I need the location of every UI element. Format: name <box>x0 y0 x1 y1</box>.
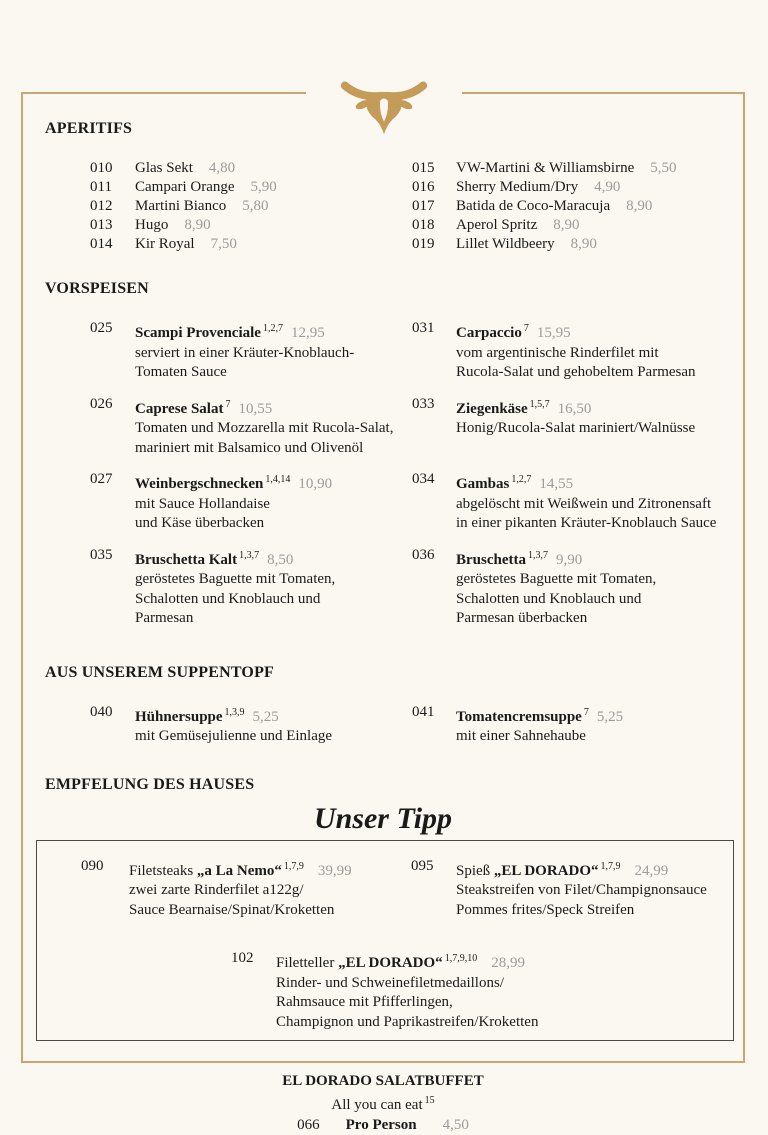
menu-item <box>231 949 733 1032</box>
right-column <box>411 857 733 933</box>
item-name-prefix: Spieß <box>456 862 494 879</box>
tipp-list <box>37 857 733 933</box>
item-number: 015 <box>412 160 435 176</box>
left-column <box>45 319 408 395</box>
item-number: 011 <box>90 179 112 195</box>
aperitifs-list <box>45 159 721 254</box>
item-price: 9,90 <box>556 551 583 568</box>
item-body <box>456 703 623 747</box>
item-number: 019 <box>412 236 435 252</box>
item-name: Tomatencremsuppe <box>456 708 582 725</box>
allergen-refs: 1,7,9,10 <box>444 953 478 964</box>
item-name: Aperol Spritz <box>456 217 538 233</box>
menu-item <box>408 546 721 629</box>
left-column <box>45 216 408 235</box>
salatbuffet-title: EL DORADO SALATBUFFET <box>282 1073 484 1089</box>
item-title-line <box>129 857 352 882</box>
menu-item <box>45 235 408 254</box>
menu-row <box>45 319 721 395</box>
item-body <box>456 470 716 534</box>
allergen-refs: 1,2,7 <box>262 323 283 334</box>
menu-item <box>45 216 408 235</box>
item-description: zwei zarte Rinderfilet a122g/ <box>129 882 304 898</box>
allergen-refs: 1,3,7 <box>239 549 260 561</box>
item-title-line <box>276 949 538 974</box>
item-body <box>276 949 538 1032</box>
item-price: 4,50 <box>442 1117 469 1133</box>
salatbuffet-subtitle-text: All you can eat <box>331 1097 423 1113</box>
item-title-line <box>135 703 332 728</box>
salatbuffet-section <box>45 1071 721 1135</box>
item-title-line <box>135 395 393 420</box>
item-number: 025 <box>90 320 113 336</box>
item-price: 8,90 <box>553 217 580 233</box>
item-description: geröstetes Baguette mit Tomaten, <box>456 571 657 587</box>
item-name-prefix: Filetsteaks <box>129 862 197 879</box>
item-title-line <box>135 546 335 571</box>
item-body <box>129 857 352 921</box>
item-title-line <box>456 857 707 882</box>
item-name: Pro Person <box>345 1117 417 1133</box>
menu-row <box>45 159 721 178</box>
item-body <box>135 470 332 534</box>
item-name: Hugo <box>135 217 169 233</box>
item-body <box>135 546 335 629</box>
menu-item <box>45 395 408 459</box>
section-title-suppentopf: AUS UNSEREM SUPPENTOPF <box>45 663 275 681</box>
menu-row <box>45 470 721 546</box>
menu-row <box>45 546 721 641</box>
item-name: Scampi Provenciale <box>135 325 261 341</box>
item-name: Hühnersuppe <box>135 708 223 725</box>
menu-row <box>45 178 721 197</box>
item-price: 5,50 <box>650 160 677 176</box>
item-number: 016 <box>412 179 435 195</box>
right-column <box>408 395 721 471</box>
menu-item <box>408 319 721 383</box>
item-number: 018 <box>412 217 435 233</box>
allergen-refs: 1,7,9 <box>600 860 621 872</box>
item-price: 8,50 <box>267 551 294 568</box>
item-number: 012 <box>90 198 113 214</box>
item-number: 027 <box>90 471 113 487</box>
item-price: 8,90 <box>184 217 211 233</box>
item-name: Batida de Coco-Maracuja <box>456 198 611 214</box>
right-column <box>408 703 721 759</box>
right-column <box>408 235 721 254</box>
item-name: „EL DORADO“ <box>338 955 443 971</box>
item-price: 10,55 <box>238 400 273 417</box>
item-description: Pommes frites/Speck Streifen <box>456 901 635 918</box>
item-description: mit Sauce Hollandaise <box>135 495 270 512</box>
right-column <box>408 470 721 546</box>
menu-item <box>45 703 408 747</box>
item-price: 4,90 <box>594 179 621 195</box>
item-description: in einer pikanten Kräuter-Knoblauch Sauce <box>456 515 717 531</box>
item-body <box>456 395 695 439</box>
item-number: 034 <box>412 471 435 487</box>
item-name: „a La Nemo“ <box>196 862 282 879</box>
menu-item <box>45 470 408 534</box>
item-name: Campari Orange <box>135 179 235 195</box>
allergen-refs: 1,5,7 <box>529 398 550 410</box>
item-price: 5,25 <box>252 708 279 725</box>
tipp-heading: Unser Tipp <box>313 801 453 835</box>
left-column <box>37 857 411 933</box>
right-column <box>408 546 721 641</box>
item-price: 24,99 <box>634 862 669 879</box>
item-description: Rucola-Salat und gehobeltem Parmesan <box>456 364 696 380</box>
item-number: 102 <box>231 950 254 966</box>
item-name: Martini Bianco <box>135 198 227 214</box>
item-name: Sherry Medium/Dry <box>456 179 579 195</box>
left-column <box>45 178 408 197</box>
section-title-empfehlung: EMPFELUNG DES HAUSES <box>45 775 255 793</box>
item-name: Weinbergschnecken <box>135 476 264 492</box>
item-description: serviert in einer Kräuter-Knoblauch- <box>135 344 355 361</box>
menu-item <box>411 857 733 921</box>
item-description: Tomaten Sauce <box>135 364 227 380</box>
menu-row <box>45 395 721 471</box>
item-number: 017 <box>412 198 435 214</box>
menu-item <box>408 216 721 235</box>
item-price: 4,80 <box>208 160 236 176</box>
item-name: Lillet Wildbeery <box>456 236 555 252</box>
item-body <box>135 395 393 459</box>
allergen-refs: 1,4,14 <box>265 474 291 485</box>
tipp-box <box>36 840 734 1042</box>
item-price: 39,99 <box>317 862 352 879</box>
item-body <box>456 319 696 383</box>
item-name-prefix: Filetteller <box>276 955 339 971</box>
menu-item <box>45 159 408 178</box>
section-title-aperitifs: APERITIFS <box>45 120 133 137</box>
item-price: 12,95 <box>290 325 325 341</box>
item-description: Rahmsauce mit Pfifferlingen, <box>276 994 453 1010</box>
item-name: Gambas <box>456 476 510 492</box>
item-title-line <box>456 319 696 344</box>
item-price: 16,50 <box>557 400 592 417</box>
left-column <box>45 159 408 178</box>
item-number: 013 <box>90 217 113 233</box>
item-title-line <box>456 703 623 728</box>
item-description: Rinder- und Schweinefiletmedaillons/ <box>276 974 504 991</box>
menu-item <box>408 470 721 534</box>
item-name: Caprese Salat <box>135 400 224 417</box>
item-number: 040 <box>90 703 113 720</box>
item-description: Schalotten und Knoblauch und <box>456 590 642 607</box>
allergen-refs: 7 <box>523 323 529 334</box>
item-number: 095 <box>411 857 434 874</box>
item-price: 14,55 <box>539 476 574 492</box>
item-price: 5,90 <box>250 179 277 195</box>
item-description: abgelöscht mit Weißwein und Zitronensaft <box>456 495 712 512</box>
suppen-list <box>45 703 721 759</box>
item-description: Schalotten und Knoblauch und <box>135 590 321 607</box>
left-column <box>45 197 408 216</box>
item-price: 8,90 <box>626 198 653 214</box>
item-description: Tomaten und Mozzarella mit Rucola-Salat, <box>135 420 394 436</box>
item-description: Champignon und Paprikastreifen/Kroketten <box>276 1013 539 1030</box>
item-price: 5,25 <box>596 708 624 725</box>
allergen-refs: 1,3,9 <box>224 706 245 718</box>
item-body <box>135 319 354 383</box>
vorspeisen-list <box>45 319 721 641</box>
left-column <box>45 546 408 641</box>
menu-item <box>45 178 408 197</box>
item-number: 090 <box>81 857 104 874</box>
menu-item <box>408 703 721 747</box>
left-column <box>45 235 408 254</box>
item-price: 7,50 <box>210 236 237 252</box>
item-description: Honig/Rucola-Salat mariniert/Walnüsse <box>456 420 696 436</box>
menu-item <box>37 857 411 921</box>
item-description: und Käse überbacken <box>135 515 265 531</box>
item-price: 8,90 <box>570 236 597 252</box>
item-name: „EL DORADO“ <box>493 862 599 879</box>
left-column <box>45 703 408 759</box>
menu-row <box>45 216 721 235</box>
allergen-refs: 15 <box>424 1095 435 1106</box>
allergen-refs: 7 <box>583 706 589 718</box>
right-column <box>408 159 721 178</box>
item-name: Bruschetta <box>456 551 526 568</box>
item-description: Parmesan <box>135 610 194 626</box>
item-title-line <box>456 395 695 420</box>
menu-row <box>45 235 721 254</box>
item-name: Kir Royal <box>135 236 195 252</box>
item-number: 035 <box>90 546 113 563</box>
item-description: vom argentinische Rinderfilet mit <box>456 344 659 361</box>
item-title-line <box>456 546 656 571</box>
item-price: 10,90 <box>298 476 333 492</box>
right-column <box>408 178 721 197</box>
item-description: mariniert mit Balsamico und Olivenöl <box>135 439 364 456</box>
item-description: Sauce Bearnaise/Spinat/Kroketten <box>129 901 335 918</box>
menu-row <box>37 857 733 933</box>
item-number: 014 <box>90 236 113 252</box>
item-name: VW-Martini & Williamsbirne <box>456 160 635 176</box>
item-price: 28,99 <box>491 955 525 971</box>
item-number: 041 <box>412 703 435 720</box>
item-price: 5,80 <box>242 198 269 214</box>
right-column <box>408 216 721 235</box>
item-description: Parmesan überbacken <box>456 610 588 626</box>
allergen-refs: 1,3,7 <box>528 549 548 561</box>
item-number: 031 <box>412 320 435 336</box>
menu-item <box>408 159 721 178</box>
item-name: Glas Sekt <box>135 160 193 176</box>
item-price: 15,95 <box>536 325 571 341</box>
menu-item <box>408 395 721 439</box>
left-column <box>45 470 408 546</box>
item-body <box>456 546 656 629</box>
menu-item <box>408 235 721 254</box>
menu-item <box>45 319 408 383</box>
item-body <box>456 857 707 921</box>
item-number: 026 <box>90 395 113 412</box>
menu-item <box>408 178 721 197</box>
menu-item <box>408 197 721 216</box>
item-body <box>135 703 332 747</box>
item-description: Steakstreifen von Filet/Champignonsauce <box>456 882 707 898</box>
allergen-refs: 1,2,7 <box>511 474 532 485</box>
item-title-line <box>135 319 354 344</box>
item-name: Bruschetta Kalt <box>135 551 238 568</box>
menu-item <box>45 1115 721 1135</box>
section-title-vorspeisen: VORSPEISEN <box>45 280 149 297</box>
item-description: geröstetes Baguette mit Tomaten, <box>135 571 336 587</box>
allergen-refs: 7 <box>225 398 231 410</box>
menu-item <box>45 546 408 629</box>
tipp-center-item <box>37 949 733 1032</box>
menu-item <box>45 197 408 216</box>
item-name: Carpaccio <box>456 325 522 341</box>
item-name: Ziegenkäse <box>456 400 528 417</box>
item-description: mit einer Sahnehaube <box>456 728 586 744</box>
menu-content <box>21 92 745 1133</box>
right-column <box>408 197 721 216</box>
item-title-line <box>135 470 332 495</box>
menu-row <box>45 197 721 216</box>
right-column <box>408 319 721 395</box>
item-number: 036 <box>412 546 435 563</box>
menu-row <box>45 703 721 759</box>
item-title-line <box>456 470 716 495</box>
left-column <box>45 395 408 471</box>
item-description: mit Gemüsejulienne und Einlage <box>135 728 333 744</box>
salatbuffet-subtitle <box>45 1091 721 1115</box>
allergen-refs: 1,7,9 <box>283 860 304 872</box>
item-number: 010 <box>90 160 113 176</box>
item-number: 066 <box>297 1117 320 1133</box>
item-number: 033 <box>412 395 435 412</box>
